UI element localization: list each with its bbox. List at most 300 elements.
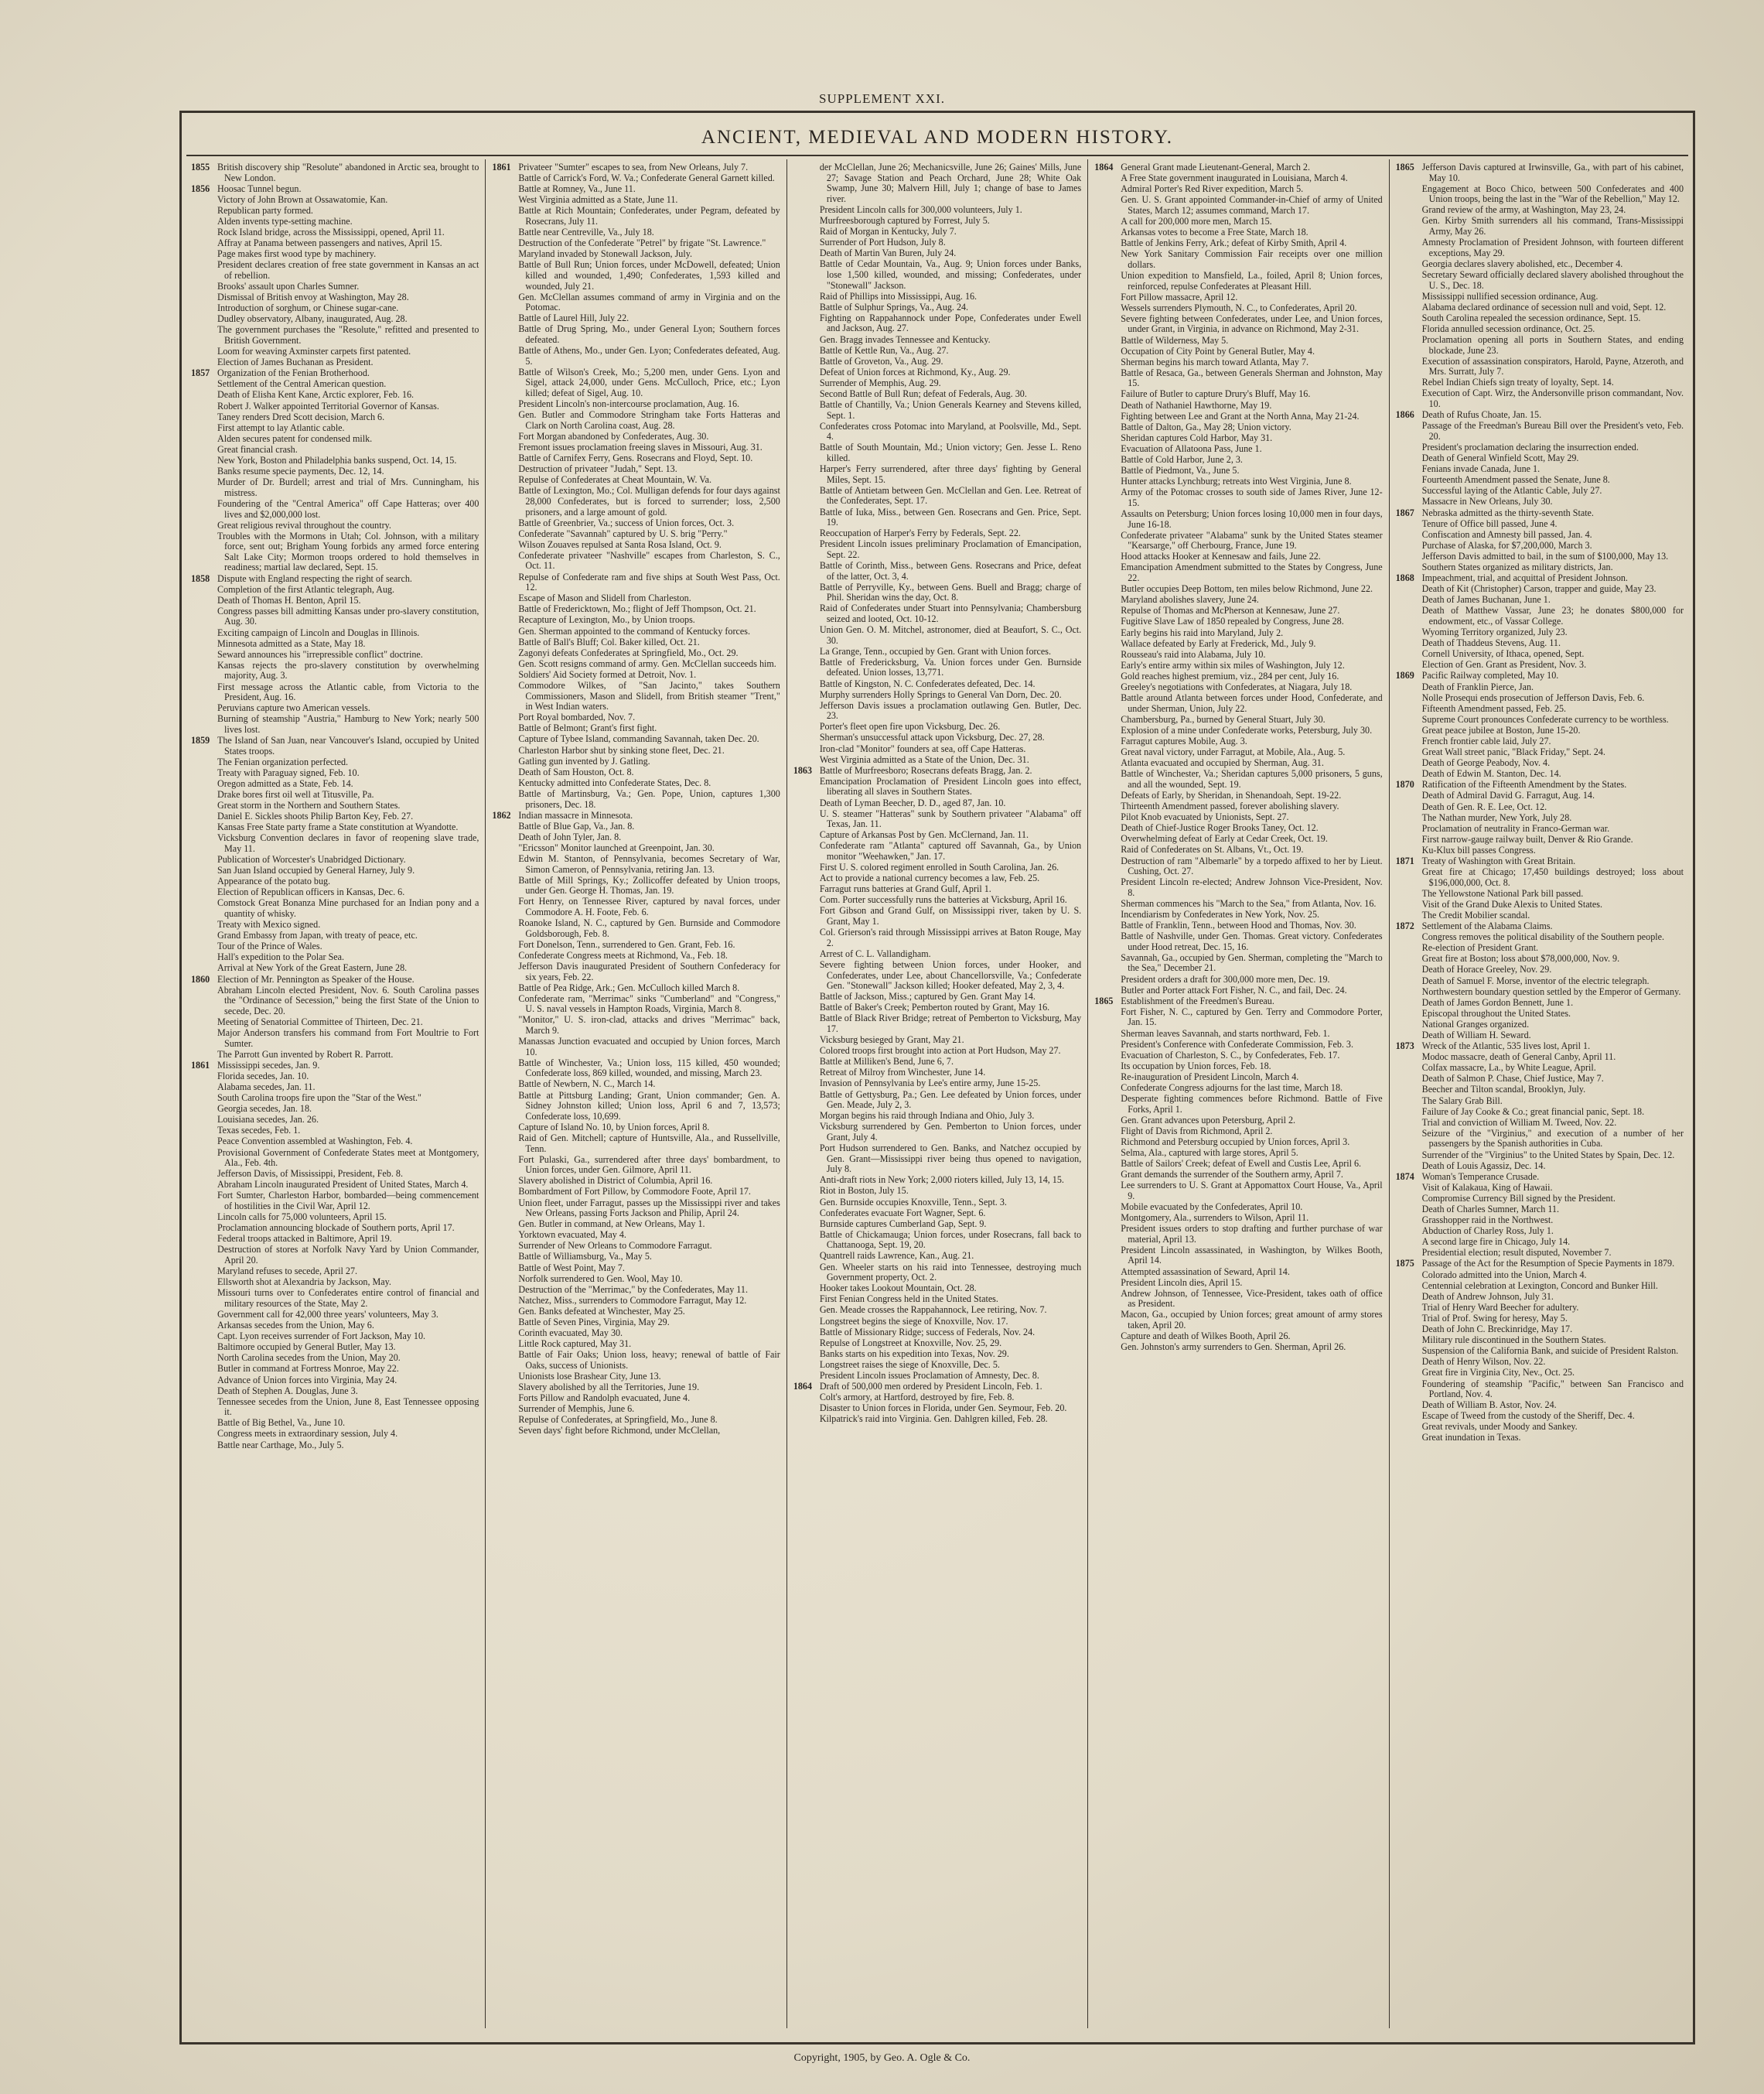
entry-year [1094, 1180, 1121, 1201]
timeline-entry [492, 1187, 780, 1197]
entry-year [793, 1392, 820, 1403]
entry-year [1396, 660, 1422, 671]
timeline-entry [492, 1133, 780, 1154]
timeline-entry [793, 1305, 1081, 1316]
entry-text: Surrender of Port Hudson, July 8. [819, 237, 946, 248]
entry-text: Election of James Buchanan as President. [217, 357, 374, 368]
entry-text: Episcopal throughout the United States. [1421, 1007, 1571, 1019]
entry-year [1396, 1226, 1422, 1237]
entry-year [1396, 216, 1422, 237]
entry-text: Surrender of the "Virginius" to the United States by Spain, Dec. 12. [1421, 1149, 1675, 1160]
entry-year [492, 1404, 518, 1415]
entry-text: Admiral Porter's Red River expedition, March 5. [1121, 183, 1304, 195]
timeline-entry [191, 227, 479, 238]
timeline-entry [191, 521, 479, 531]
timeline-entry [793, 1317, 1081, 1327]
timeline-entry [492, 681, 780, 712]
entry-text: Defeats of Early, by Sheridan, in Shenandoah, Sept. 19-22. [1121, 789, 1342, 801]
timeline-entry [1396, 627, 1684, 638]
entry-year [1094, 758, 1121, 769]
entry-year [793, 658, 820, 678]
entry-text: Jefferson Davis, of Mississippi, President, Feb. 8. [217, 1168, 403, 1180]
timeline-entry [1094, 639, 1382, 650]
entry-year [1396, 562, 1422, 573]
entry-text: Port Royal bombarded, Nov. 7. [518, 712, 636, 723]
entry-text: Battle of Sulphur Springs, Va., Aug. 24. [819, 301, 969, 313]
entry-year [191, 260, 217, 281]
entry-text: Fourteenth Amendment passed the Senate, June 8. [1421, 474, 1610, 486]
timeline-entry [1396, 1248, 1684, 1259]
entry-year [492, 1296, 518, 1307]
entry-year [191, 1386, 217, 1397]
timeline-entry [492, 260, 780, 292]
timeline-entry [492, 1058, 780, 1079]
entry-year [1396, 519, 1422, 530]
timeline-entry [1094, 336, 1382, 347]
timeline-entry [1396, 519, 1684, 530]
timeline-entry [1094, 1170, 1382, 1180]
entry-year [1094, 1007, 1121, 1028]
entry-text: Jefferson Davis admitted to bail, in the sum of $100,000, May 13. [1421, 550, 1669, 562]
timeline-entry [793, 733, 1081, 743]
timeline-entry [191, 1028, 479, 1049]
entry-text: Ratification of the Fifteenth Amendment by the States. [1421, 779, 1627, 791]
entry-year [1396, 1313, 1422, 1324]
timeline-entry [1094, 834, 1382, 845]
timeline-entry [191, 941, 479, 952]
entry-text: Kilpatrick's raid into Virginia. Gen. Dahlgren killed, Feb. 28. [819, 1413, 1048, 1425]
entry-text: Battle at Romney, Va., June 11. [518, 183, 636, 195]
timeline-entry [793, 1003, 1081, 1013]
entry-text: President Lincoln issues preliminary Proclamation of Emancipation, Sept. 22. [819, 538, 1082, 560]
entry-year [191, 1418, 217, 1429]
timeline-entry [1396, 704, 1684, 715]
timeline-entry [793, 1392, 1081, 1403]
entry-year [1396, 1270, 1422, 1281]
entry-year [1094, 336, 1121, 347]
entry-text: Massacre in New Orleans, July 30. [1421, 496, 1553, 507]
timeline-entry [1396, 954, 1684, 965]
timeline-entry [492, 593, 780, 604]
entry-year [1396, 943, 1422, 954]
entry-text: Fenians invade Canada, June 1. [1421, 463, 1541, 475]
entry-year [191, 920, 217, 931]
entry-year [1094, 487, 1121, 508]
entry-year [793, 1046, 820, 1057]
entry-text: Evacuation of Allatoona Pass, June 1. [1121, 442, 1262, 454]
entry-year [793, 1122, 820, 1143]
entry-year [793, 162, 820, 204]
entry-text: Visit of Kalakaua, King of Hawaii. [1421, 1181, 1553, 1193]
entry-year [793, 507, 820, 528]
entry-year [191, 217, 217, 227]
entry-year [1396, 1379, 1422, 1400]
timeline-entry [1396, 1009, 1684, 1020]
timeline-entry [191, 292, 479, 303]
timeline-entry [1094, 422, 1382, 433]
entry-text: Presidential election; result disputed, November 7. [1421, 1247, 1612, 1259]
entry-year [1094, 726, 1121, 736]
timeline-entry [1396, 758, 1684, 769]
timeline-entry [492, 464, 780, 475]
entry-year [1396, 388, 1422, 409]
entry-year [1094, 812, 1121, 823]
entry-text: Death of Martin Van Buren, July 24. [819, 248, 957, 259]
entry-text: Emancipation Proclamation of President Lincoln goes into effect, liberating all slaves in Southern States. [819, 775, 1082, 798]
entry-year [1396, 715, 1422, 726]
timeline-entry [1396, 508, 1684, 519]
entry-year [1094, 801, 1121, 812]
entry-year [1094, 769, 1121, 790]
timeline-entry [191, 1082, 479, 1093]
entry-text: Death of James Gordon Bennett, June 1. [1421, 996, 1574, 1008]
entry-text: Incendiarism by Confederates in New York, Nov. 25. [1121, 908, 1320, 920]
entry-text: Battle near Centreville, Va., July 18. [518, 227, 654, 238]
entry-year [492, 399, 518, 410]
entry-text: Kansas Free State party frame a State constitution at Wyandotte. [217, 822, 459, 833]
entry-text: Rousseau's raid into Alabama, July 10. [1121, 648, 1266, 660]
entry-year [492, 940, 518, 951]
entry-year [492, 854, 518, 875]
timeline-entry [1094, 509, 1382, 530]
entry-year [191, 941, 217, 952]
entry-text: Government call for 42,000 three years' volunteers, May 3. [217, 1308, 438, 1320]
entry-year [492, 442, 518, 453]
entry-text: Hoosac Tunnel begun. [217, 183, 302, 194]
timeline-entry [1094, 562, 1382, 583]
timeline-entry [1396, 638, 1684, 649]
title-rule [186, 155, 1688, 156]
entry-year [492, 778, 518, 789]
timeline-entry [492, 1015, 780, 1036]
timeline-entry [191, 1277, 479, 1288]
timeline-entry [1396, 302, 1684, 313]
entry-text: Georgia secedes, Jan. 18. [217, 1103, 312, 1115]
entry-text: Rebel Indian Chiefs sign treaty of loyalty, Sept. 14. [1421, 377, 1614, 388]
entry-year [1396, 747, 1422, 758]
entry-year [492, 648, 518, 659]
timeline-entry [1396, 889, 1684, 900]
timeline-entry [191, 596, 479, 606]
timeline-entry [492, 551, 780, 572]
entry-text: Battle of Big Bethel, Va., June 10. [217, 1417, 346, 1429]
entry-text: President Lincoln issues Proclamation of Amnesty, Dec. 8. [819, 1370, 1039, 1381]
timeline-entry [191, 790, 479, 801]
timeline-entry [793, 1327, 1081, 1338]
entry-text: National Granges organized. [1421, 1018, 1530, 1030]
entry-text: Peace Convention assembled at Washington, Feb. 4. [217, 1136, 413, 1147]
entry-text: Colored troops first brought into action at Port Hudson, May 27. [819, 1045, 1061, 1057]
entry-year [793, 302, 820, 313]
entry-text: Death of Rufus Choate, Jan. 15. [1421, 409, 1542, 421]
entry-text: Death of Horace Greeley, Nov. 29. [1421, 964, 1552, 975]
timeline-entry [1094, 1213, 1382, 1224]
entry-year [492, 734, 518, 745]
entry-text: Hooker takes Lookout Mountain, Oct. 28. [819, 1283, 977, 1294]
timeline-entry [492, 1037, 780, 1057]
entry-year [492, 746, 518, 757]
entry-text: Gen. Butler and Commodore Stringham take Forts Hatteras and Clark on North Carolina coast, Aug. 28. [518, 409, 780, 431]
entry-text: Impeachment, trial, and acquittal of President Johnson. [1421, 572, 1628, 584]
entry-text: Wreck of the Atlantic, 535 lives lost, April 1. [1421, 1040, 1591, 1052]
timeline-entry [793, 1013, 1081, 1034]
entry-year [1396, 824, 1422, 835]
timeline-entry [793, 422, 1081, 442]
entry-text: Union expedition to Mansfield, La., foiled, April 8; Union forces, reinforced, repulse Confederates at Pleasant Hill. [1121, 269, 1383, 292]
entry-year: 1855 [191, 162, 210, 173]
timeline-entry [492, 723, 780, 734]
timeline-entry [1396, 562, 1684, 573]
entry-year [1094, 347, 1121, 357]
entry-year [492, 822, 518, 832]
timeline-entry [1396, 1411, 1684, 1422]
entry-year [1094, 1040, 1121, 1050]
timeline-entry [492, 1382, 780, 1393]
entry-year [492, 670, 518, 681]
entry-text: Maryland refuses to secede, April 27. [217, 1266, 358, 1277]
entry-year [1094, 953, 1121, 974]
entry-text: Execution of Capt. Wirz, the Andersonville prison commandant, Nov. 10. [1421, 388, 1684, 410]
entry-text: Battle of Mill Springs, Ky.; Zollicoffer defeated by Union troops, under Gen. George H. Thomas, Jan. 19. [518, 874, 780, 897]
timeline-entry [191, 768, 479, 779]
entry-text: Battle of Fair Oaks; Union loss, heavy; renewal of battle of Fair Oaks, success of Unionists. [518, 1349, 780, 1371]
entry-text: Great peace jubilee at Boston, June 15-20. [1421, 724, 1581, 736]
entry-year [492, 464, 518, 475]
entry-text: Florida secedes, Jan. 10. [217, 1070, 309, 1081]
entry-year [492, 227, 518, 238]
entry-year [1396, 1335, 1422, 1346]
timeline-entry [793, 367, 1081, 378]
entry-year [793, 237, 820, 248]
timeline-entry [793, 539, 1081, 560]
entry-year [492, 627, 518, 637]
entry-year [191, 801, 217, 811]
entry-year [191, 1375, 217, 1386]
timeline-entry [191, 1190, 479, 1211]
entry-year [1396, 530, 1422, 541]
timeline-entry [793, 259, 1081, 291]
timeline-entry [1094, 1115, 1382, 1126]
entry-text: Great fire at Boston; loss about $78,000,000, Nov. 9. [1421, 953, 1620, 965]
entry-text: Battle of Athens, Mo., under Gen. Lyon; Confederates defeated, Aug. 5. [518, 345, 780, 367]
entry-text: Forts Pillow and Randolph evacuated, June 4. [518, 1392, 691, 1404]
entry-year [1396, 1183, 1422, 1194]
entry-year [191, 195, 217, 206]
entry-text: Emancipation Amendment submitted to the States by Congress, June 22. [1121, 562, 1383, 584]
entry-text: Selma, Ala., captured with large stores, April 5. [1121, 1147, 1298, 1159]
timeline-entry [1094, 801, 1382, 812]
timeline-entry [492, 324, 780, 345]
timeline-entry [191, 412, 479, 423]
entry-year [492, 1187, 518, 1197]
entry-year [1396, 1161, 1422, 1172]
timeline-entry [793, 863, 1081, 873]
timeline-entry [191, 423, 479, 434]
timeline-entry [1094, 953, 1382, 974]
entry-year [191, 412, 217, 423]
entry-text: Gen. Grant advances upon Petersburg, April 2. [1121, 1114, 1296, 1126]
entry-year [492, 1274, 518, 1285]
entry-text: Fremont issues proclamation freeing slaves in Missouri, Aug. 31. [518, 441, 763, 453]
entry-text: Battle of Wilson's Creek, Mo.; 5,200 men, under Gens. Lyon and Sigel, attack 24,000, under Gens. McCulloch, Price, etc.; Lyon killed; defeat of Sigel, Aug. 10. [518, 366, 780, 398]
timeline-entry [1396, 835, 1684, 845]
entry-text: Destruction of the Confederate "Petrel" by frigate "St. Lawrence." [518, 237, 766, 249]
entry-text: Death of James Buchanan, June 1. [1421, 594, 1551, 606]
timeline-entry [191, 628, 479, 639]
entry-year [793, 378, 820, 389]
timeline-entry [793, 906, 1081, 927]
timeline-entry [1396, 1074, 1684, 1085]
entry-text: Battle of Baker's Creek; Pemberton routed by Grant, May 16. [819, 1002, 1050, 1013]
timeline-entry [793, 992, 1081, 1003]
timeline-entry [793, 400, 1081, 421]
timeline-entry [492, 184, 780, 195]
entry-text: Sherman's unsuccessful attack upon Vicksburg, Dec. 27, 28. [819, 732, 1045, 743]
entry-text: Battle of Antietam between Gen. McClellan and Gen. Lee. Retreat of the Confederates, Sept. 17. [819, 484, 1082, 507]
entry-text: Colfax massacre, La., by White League, April. [1421, 1062, 1596, 1074]
timeline-entry [1094, 357, 1382, 368]
timeline-entry [1094, 1040, 1382, 1050]
entry-year [492, 843, 518, 854]
timeline-entry [793, 647, 1081, 658]
entry-year [793, 1317, 820, 1327]
entry-text: Tenure of Office bill passed, June 4. [1421, 518, 1558, 529]
timeline-entry [1094, 184, 1382, 195]
entry-year [1396, 649, 1422, 660]
entry-text: Arrest of C. L. Vallandigham. [819, 948, 931, 959]
timeline-entry [1396, 464, 1684, 475]
entry-text: Centennial celebration at Lexington, Concord and Bunker Hill. [1421, 1279, 1658, 1291]
entry-text: Capture of Tybee Island, commanding Savannah, taken Dec. 20. [518, 733, 759, 745]
entry-text: Foundering of steamship "Pacific," between San Francisco and Portland, Nov. 4. [1421, 1378, 1684, 1400]
timeline-entry [1396, 1085, 1684, 1095]
timeline-entry [1094, 584, 1382, 595]
timeline-entry [1094, 173, 1382, 184]
entry-text: Nolle Prosequi ends prosecution of Jefferson Davis, Feb. 6. [1421, 692, 1645, 703]
timeline-entry [191, 855, 479, 866]
entry-year: 1871 [1395, 856, 1414, 866]
timeline-entry [1396, 1270, 1684, 1281]
timeline-entry [492, 778, 780, 789]
entry-year [492, 789, 518, 810]
timeline-entry [191, 347, 479, 357]
entry-text: Second Battle of Bull Run; defeat of Federals, Aug. 30. [819, 388, 1027, 399]
timeline-entry [191, 757, 479, 768]
entry-year: 1857 [191, 367, 210, 379]
entry-year [1094, 921, 1121, 931]
timeline-entry [191, 1234, 479, 1245]
entry-year [191, 1353, 217, 1364]
entry-text: Yorktown evacuated, May 4. [518, 1229, 626, 1241]
entry-text: Battle of Newbern, N. C., March 14. [518, 1078, 656, 1090]
entry-year [793, 777, 820, 798]
timeline-entry [1094, 1342, 1382, 1353]
entry-text: Arkansas votes to become a Free State, March 18. [1121, 227, 1308, 238]
entry-year [492, 551, 518, 572]
timeline-entry [793, 873, 1081, 884]
entry-year [191, 314, 217, 325]
timeline-entry [793, 1219, 1081, 1230]
timeline-entry [1396, 486, 1684, 497]
entry-year [1396, 1063, 1422, 1074]
timeline-entry [793, 389, 1081, 400]
entry-year [191, 401, 217, 412]
entry-text: La Grange, Tenn., occupied by Gen. Grant with Union forces. [819, 645, 1051, 657]
entry-year [492, 1079, 518, 1090]
entry-year [793, 744, 820, 755]
entry-year [1094, 661, 1121, 671]
timeline-entry [1396, 900, 1684, 910]
entry-text: President's Conference with Confederate Commission, Feb. 3. [1121, 1038, 1353, 1050]
entry-year [1094, 1278, 1121, 1289]
entry-text: Wilson Zouaves repulsed at Santa Rosa Island, Oct. 9. [518, 538, 722, 550]
timeline-entry [191, 682, 479, 703]
entry-year [492, 918, 518, 939]
entry-text: Burnside captures Cumberland Gap, Sept. 9. [819, 1218, 987, 1229]
entry-year [191, 1364, 217, 1375]
entry-text: Act to provide a national currency becomes a law, Feb. 25. [819, 873, 1040, 884]
timeline-entry [793, 658, 1081, 678]
entry-text: Banks starts on his expedition into Texas, Nov. 29. [819, 1348, 1009, 1359]
entry-year [1094, 986, 1121, 996]
entry-text: Great naval victory, under Farragut, at Mobile, Ala., Aug. 5. [1121, 746, 1346, 758]
timeline-column-5 [1390, 159, 1690, 2028]
entry-text: Riot in Boston, July 15. [819, 1185, 909, 1197]
entry-text: Union fleet, under Farragut, passes up the Mississippi river and takes New Orleans, passing Forts Jackson and Philip, April 24. [518, 1197, 780, 1219]
timeline-entry [1396, 1150, 1684, 1161]
timeline-entry [1396, 987, 1684, 998]
entry-text: Fort Henry, on Tennessee River, captured by naval forces, under Commodore A. H. Foote, Feb. 6. [518, 896, 780, 917]
entry-year [1396, 1074, 1422, 1085]
entry-year [793, 1349, 820, 1360]
timeline-entry [191, 325, 479, 346]
timeline-entry [1094, 1083, 1382, 1094]
entry-text: Confederates evacuate Fort Wagner, Sept. 6. [819, 1207, 986, 1218]
entry-text: Reoccupation of Harper's Ferry by Federals, Sept. 22. [819, 528, 1021, 539]
entry-year [793, 422, 820, 442]
entry-text: Oregon admitted as a State, Feb. 14. [217, 777, 353, 789]
entry-year [1396, 1422, 1422, 1433]
entry-text: Battle of Winchester, Va.; Sheridan captures 5,000 prisoners, 5 guns, and all the wounded, Sept. 19. [1121, 768, 1383, 790]
entry-year [793, 205, 820, 216]
entry-text: Gatling gun invented by J. Gatling. [518, 755, 650, 767]
timeline-entry [1094, 996, 1382, 1007]
entry-year [793, 690, 820, 701]
entry-year [1094, 856, 1121, 877]
entry-text: Victory of John Brown at Ossawatomie, Kan. [217, 193, 388, 205]
entry-text: Death of Elisha Kent Kane, Arctic explorer, Feb. 16. [217, 389, 415, 401]
entry-text: Death of Stephen A. Douglas, June 3. [217, 1385, 358, 1396]
entry-year [191, 1169, 217, 1180]
timeline-entry [1396, 205, 1684, 216]
timeline-entry [1094, 975, 1382, 986]
entry-text: Commodore Wilkes, of "San Jacinto," takes Southern Commissioners, Mason and Slidell, from British steamer "Trent," in West Indian waters. [518, 680, 780, 712]
timeline-entry [492, 486, 780, 518]
timeline-entry [793, 1175, 1081, 1186]
timeline-entry [191, 736, 479, 757]
entry-year [492, 1230, 518, 1241]
timeline-entry [492, 572, 780, 593]
entry-year [1396, 1292, 1422, 1303]
entry-text: Vicksburg Convention declares in favor of reopening slave trade, May 11. [217, 832, 479, 854]
entry-text: Trial of Henry Ward Beecher for adultery. [1421, 1301, 1579, 1313]
entry-text: President issues orders to stop drafting and further purchase of war material, April 13. [1121, 1223, 1383, 1245]
entry-text: Pacific Railway completed, May 10. [1421, 670, 1559, 681]
entry-year [1094, 628, 1121, 639]
entry-year [793, 539, 820, 560]
entry-year [1396, 726, 1422, 736]
entry-text: Recapture of Lexington, Mo., by Union troops. [518, 614, 695, 626]
